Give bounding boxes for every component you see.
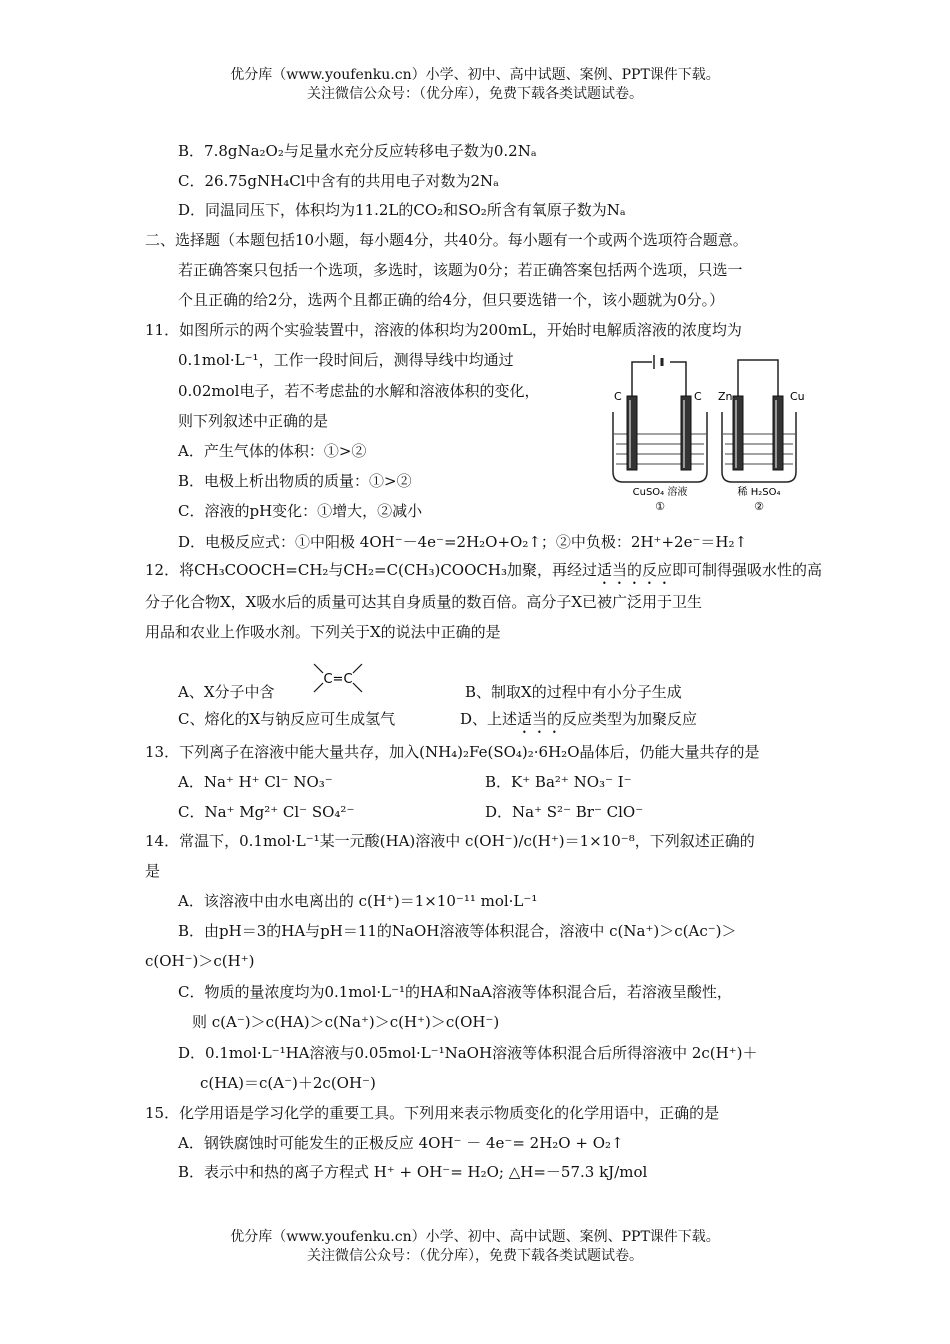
q14-option-a: A．该溶液中由水电离出的 c(H⁺)＝1×10⁻¹¹ mol·L⁻¹ [178,892,538,910]
q14-option-d-2: c(HA)＝c(A⁻)＋2c(OH⁻) [200,1074,376,1092]
header-line-1: 优分库（www.youfenku.cn）小学、初中、高中试题、案例、PPT课件下载。 [230,67,720,83]
q11-stem-1: 11．如图所示的两个实验装置中，溶液的体积均为200mL，开始时电解质溶液的浓度均为 [145,321,742,339]
q14-option-d-1: D．0.1mol·L⁻¹HA溶液与0.05mol·L⁻¹NaOH溶液等体积混合后所得溶液中 2c(H⁺)＋ [178,1044,758,1062]
q14-option-c-1: C．物质的量浓度均为0.1mol·L⁻¹的HA和NaA溶液等体积混合后，若溶液呈酸性， [178,983,732,1001]
q13-option-b: B．K⁺ Ba²⁺ NO₃⁻ I⁻ [485,773,632,791]
electrochemistry-figure [610,352,820,522]
footer-line-2: 关注微信公众号：（优分库），免费下载各类试题试卷。 [307,1248,643,1264]
header-line-2: 关注微信公众号：（优分库），免费下载各类试题试卷。 [307,86,643,102]
q11-option-b: B．电极上析出物质的质量：①>② [178,472,412,490]
q12-option-d-emphasis: 适当的 [517,710,563,728]
q15-option-a: A．钢铁腐蚀时可能发生的正极反应 4OH⁻ － 4e⁻= 2H₂O + O₂↑ [178,1134,624,1152]
q11-option-a: A．产生气体的体积：①>② [178,442,367,460]
double-bond-structure [310,662,366,696]
q12-option-a: A、X分子中含 [178,683,275,701]
q12-stem-1 [145,559,822,588]
q10-option-b: B．7.8gNa₂O₂与足量水充分反应转移电子数为0.2Nₐ [178,142,537,160]
q12-option-c: C、熔化的X与钠反应可生成氢气 [178,710,396,728]
q14-option-b-2: c(OH⁻)＞c(H⁺) [145,952,255,970]
left-apparatus-index: ① [655,500,665,513]
right-apparatus-index: ② [754,500,764,513]
q14-stem-1: 14．常温下，0.1mol·L⁻¹某一元酸(HA)溶液中 c(OH⁻)/c(H⁺)＝1×10⁻⁸，下列叙述正确的 [145,832,755,850]
right-electrode-label-2: Cu [790,390,805,403]
q12-stem-2: 分子化合物X，X吸水后的质量可达其自身质量的数百倍。高分子X已被广泛用于卫生 [145,593,703,611]
q14-option-b-1: B．由pH＝3的HA与pH＝11的NaOH溶液等体积混合，溶液中 c(Na⁺)＞c(Ac⁻)＞ [178,922,737,940]
q11-stem-3: 0.02mol电子，若不考虑盐的水解和溶液体积的变化， [178,382,540,400]
q13-stem: 13．下列离子在溶液中能大量共存，加入(NH₄)₂Fe(SO₄)₂·6H₂O晶体后，仍能大量共存的是 [145,743,760,761]
page-header [0,66,950,104]
q12-stem-3: 用品和农业上作吸水剂。下列关于X的说法中正确的是 [145,623,501,641]
right-solution-label: 稀 H₂SO₄ [737,487,781,498]
left-solution-label: CuSO₄ 溶液 [632,487,688,498]
section-2-instructions-2: 若正确答案只包括一个选项，多选时，该题为0分；若正确答案包括两个选项，只选一 [178,261,743,279]
q13-option-a: A．Na⁺ H⁺ Cl⁻ NO₃⁻ [178,773,333,791]
q11-option-c: C．溶液的pH变化：①增大，②减小 [178,502,423,520]
q14-stem-2: 是 [145,862,161,880]
q12-stem-1-emphasis: 适当的反应 [596,561,672,579]
q13-option-d: D．Na⁺ S²⁻ Br⁻ ClO⁻ [485,803,644,821]
q12-option-d-a: D、上述 [460,710,518,728]
q12-stem-1-a: 12．将CH₃COOCH=CH₂与CH₂=C(CH₃)COOCH₃加聚，再经过 [145,561,597,579]
q12-stem-1-c: 即可制得强吸水性的高 [671,561,822,579]
q12-option-d-c: 反应类型为加聚反应 [562,710,698,728]
section-2-instructions-1: 二、选择题（本题包括10小题，每小题4分，共40分。每小题有一个或两个选项符合题意。 [145,231,748,249]
q10-option-c: C．26.75gNH₄Cl中含有的共用电子对数为2Nₐ [178,172,499,190]
page-footer [0,1228,950,1266]
q15-stem: 15．化学用语是学习化学的重要工具。下列用来表示物质变化的化学用语中，正确的是 [145,1104,720,1122]
double-bond-text: C=C [323,672,353,687]
q12-option-b: B、制取X的过程中有小分子生成 [465,683,682,701]
left-electrode-label-1: C [614,390,622,403]
q15-option-b: B．表示中和热的离子方程式 H⁺ + OH⁻= H₂O; △H=－57.3 kJ/mol [178,1163,648,1181]
q10-option-d: D．同温同压下，体积均为11.2L的CO₂和SO₂所含有氧原子数为Nₐ [178,201,626,219]
q13-option-c: C．Na⁺ Mg²⁺ Cl⁻ SO₄²⁻ [178,803,355,821]
q11-option-d: D．电极反应式：①中阳极 4OH⁻－4e⁻=2H₂O+O₂↑；②中负极：2H⁺+2e⁻＝H₂↑ [178,533,748,551]
left-electrode-label-2: C [694,390,702,403]
q11-stem-2: 0.1mol·L⁻¹，工作一段时间后，测得导线中均通过 [178,351,514,369]
footer-line-1: 优分库（www.youfenku.cn）小学、初中、高中试题、案例、PPT课件下载。 [230,1229,720,1245]
right-electrode-label-1: Zn [718,390,733,403]
q14-option-c-2: 则 c(A⁻)＞c(HA)＞c(Na⁺)＞c(H⁺)＞c(OH⁻) [192,1013,500,1031]
q12-option-d [460,708,697,737]
q11-stem-4: 则下列叙述中正确的是 [178,412,329,430]
section-2-instructions-3: 个且正确的给2分，选两个且都正确的给4分，但只要选错一个，该小题就为0分。） [178,291,725,309]
